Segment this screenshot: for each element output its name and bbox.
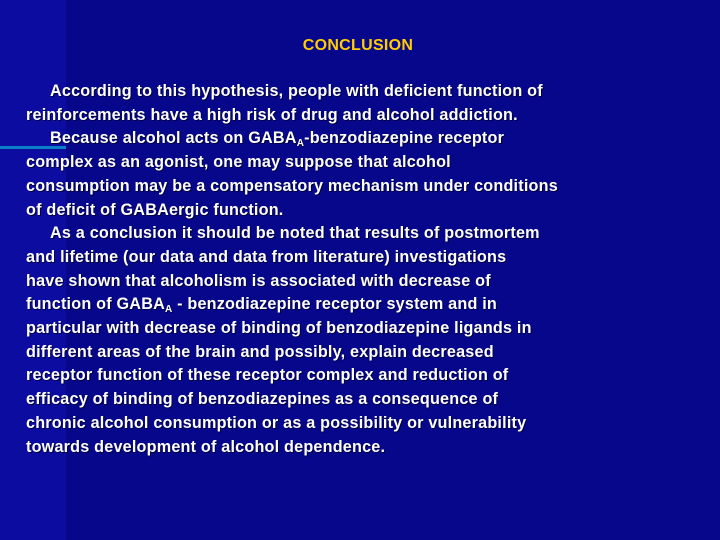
body-line: consumption may be a compensatory mechanism under conditions (26, 176, 558, 195)
body-line: reinforcements have a high risk of drug and alcohol addiction. (26, 105, 518, 124)
subscript-a: A (296, 138, 305, 150)
slide-title: CONCLUSION (302, 37, 414, 54)
body-line: different areas of the brain and possibly, explain decreased (26, 342, 494, 361)
body-line: have shown that alcoholism is associated with decrease of (26, 271, 491, 290)
body-line: function of $GABA_A$ - benzodiazepine receptor system and in (26, 295, 498, 316)
body-line: Because alcohol acts on $GABA_A$-benzodiazepine receptor (50, 129, 505, 150)
body-line: As a conclusion it should be noted that results of postmortem (50, 224, 540, 243)
body-line: chronic alcohol consumption or as a possibility or vulnerability (26, 413, 527, 432)
body-line: complex as an agonist, one may suppose that alcohol (26, 153, 451, 172)
body-line: receptor function of these receptor complex and reduction of (26, 366, 509, 385)
body-line: and lifetime (our data and data from literature) investigations (26, 247, 507, 266)
body-line: efficacy of binding of benzodiazepines as a consequence of (26, 390, 499, 409)
body-line: towards development of alcohol dependence. (26, 437, 386, 456)
body-line: particular with decrease of binding of benzodiazepine ligands in (26, 319, 532, 338)
subscript-a: A (164, 304, 173, 316)
body-line: According to this hypothesis, people with deficient function of (50, 82, 543, 100)
slide-body (26, 80, 716, 459)
body-line: of deficit of GABAergic function. (26, 200, 284, 219)
